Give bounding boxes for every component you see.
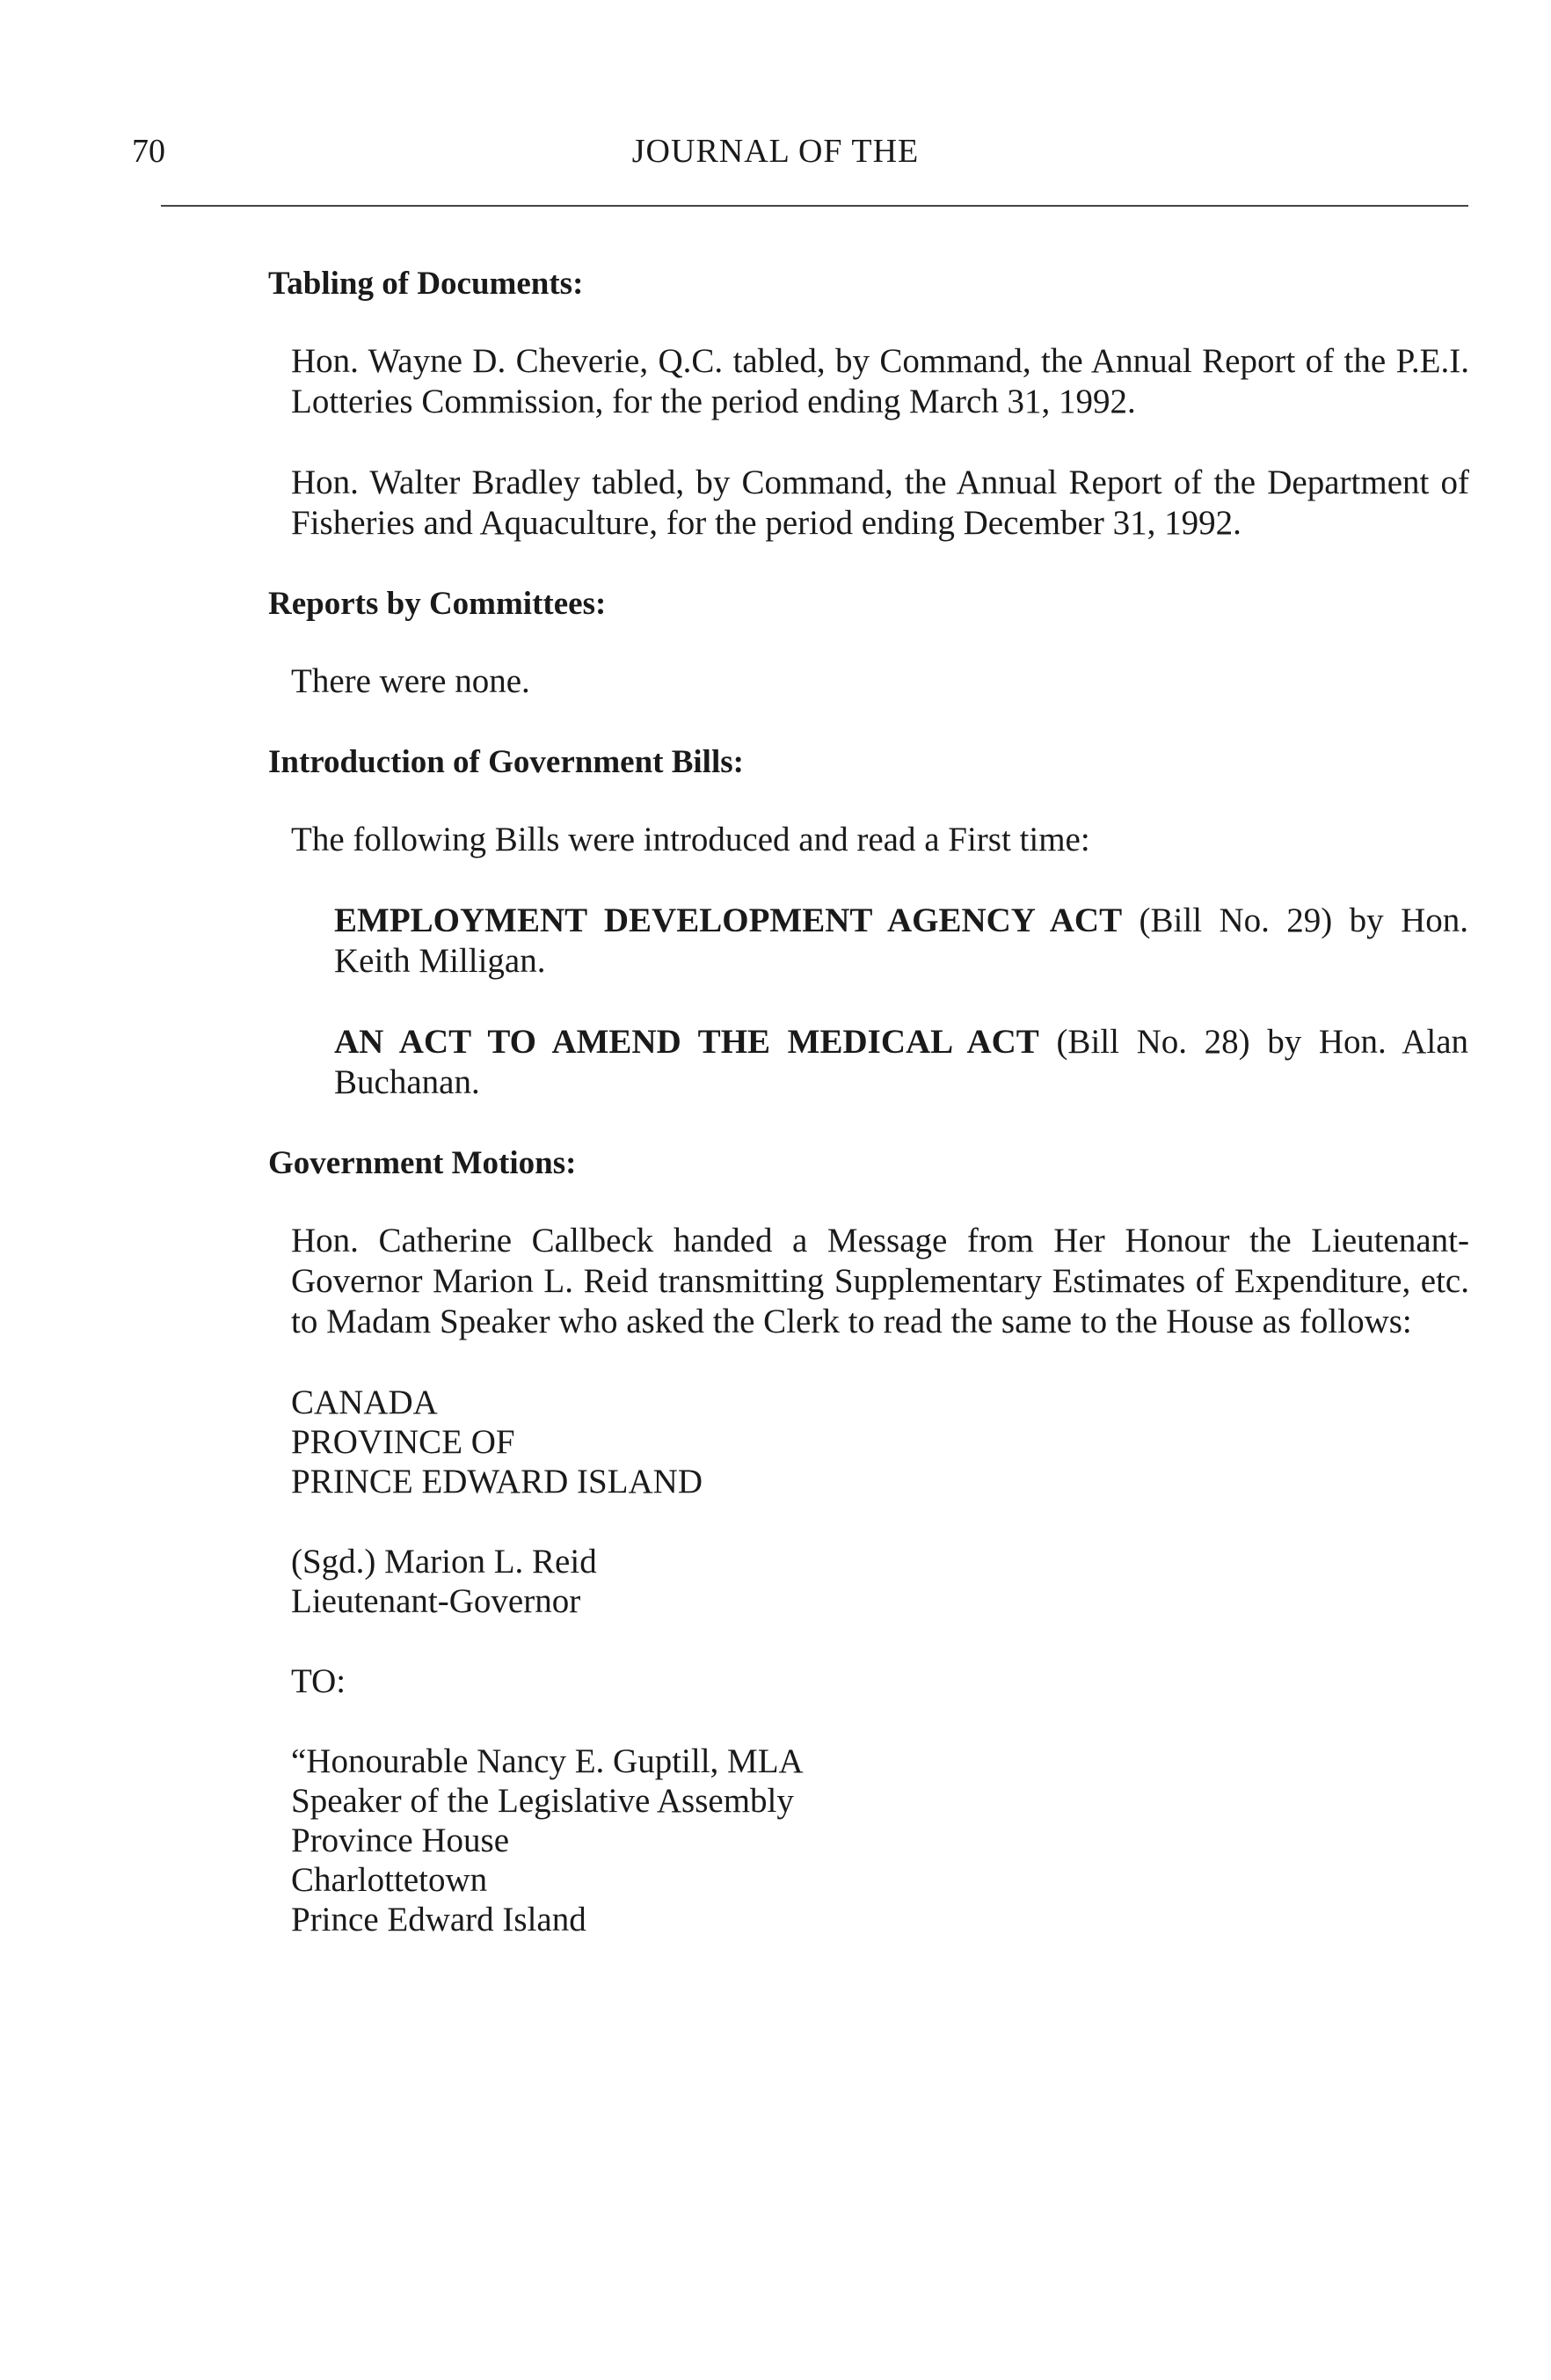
- address-line-1: “Honourable Nancy E. Guptill, MLA: [291, 1742, 804, 1780]
- reports-paragraph: There were none.: [291, 662, 530, 700]
- page-body: [268, 264, 1473, 1939]
- place-line-province: PROVINCE OF: [291, 1423, 515, 1461]
- address-line-5: Prince Edward Island: [291, 1901, 586, 1938]
- bill-entry-1: [334, 901, 1468, 982]
- page-number: 70: [132, 133, 165, 170]
- bill-1-title: EMPLOYMENT DEVELOPMENT AGENCY ACT: [334, 902, 1123, 939]
- address-line-4: Charlottetown: [291, 1861, 488, 1899]
- motions-heading: Government Motions:: [268, 1145, 577, 1181]
- signed-title: Lieutenant-Governor: [291, 1582, 581, 1620]
- tabling-paragraph-1: Hon. Wayne D. Cheverie, Q.C. tabled, by Command, the Annual Report of the P.E.I. Lotteries Commission, for the period ending March 31, 1992.: [291, 342, 1469, 420]
- bill-2-title: AN ACT TO AMEND THE MEDICAL ACT: [334, 1023, 1039, 1061]
- reports-heading: Reports by Committees:: [268, 586, 607, 622]
- place-line-canada: CANADA: [291, 1383, 438, 1421]
- motions-paragraph: Hon. Catherine Callbeck handed a Message from Her Honour the Lieutenant-Governor Marion L. Reid transmitting Supplementary Estimates of Expenditure, etc. to Madam Speaker who asked the Clerk to read the same to the House as follows:: [291, 1222, 1469, 1340]
- address-line-3: Province House: [291, 1822, 510, 1859]
- address-line-2: Speaker of the Legislative Assembly: [291, 1782, 794, 1820]
- header-rule: [161, 205, 1468, 207]
- place-line-pei: PRINCE EDWARD ISLAND: [291, 1463, 703, 1500]
- tabling-paragraph-2: Hon. Walter Bradley tabled, by Command, the Annual Report of the Department of Fisheries and Aquaculture, for the period ending December 31, 1992.: [291, 464, 1469, 542]
- bill-2-details: (Bill No. 28) by Hon. Alan Buchanan.: [334, 1023, 1469, 1101]
- address-block: [291, 1741, 1473, 1939]
- signed-name: (Sgd.) Marion L. Reid: [291, 1543, 597, 1581]
- bills-heading: Introduction of Government Bills:: [268, 744, 744, 780]
- bill-1-details: (Bill No. 29) by Hon. Keith Milligan.: [334, 902, 1468, 980]
- running-head: JOURNAL OF THE: [631, 133, 920, 170]
- place-block: [291, 1383, 1473, 1501]
- signature-block: [291, 1542, 1473, 1621]
- to-label: TO:: [291, 1662, 346, 1700]
- bill-entry-2: [334, 1022, 1468, 1103]
- bills-intro: The following Bills were introduced and read a First time:: [291, 821, 1090, 858]
- tabling-heading: Tabling of Documents:: [268, 266, 584, 302]
